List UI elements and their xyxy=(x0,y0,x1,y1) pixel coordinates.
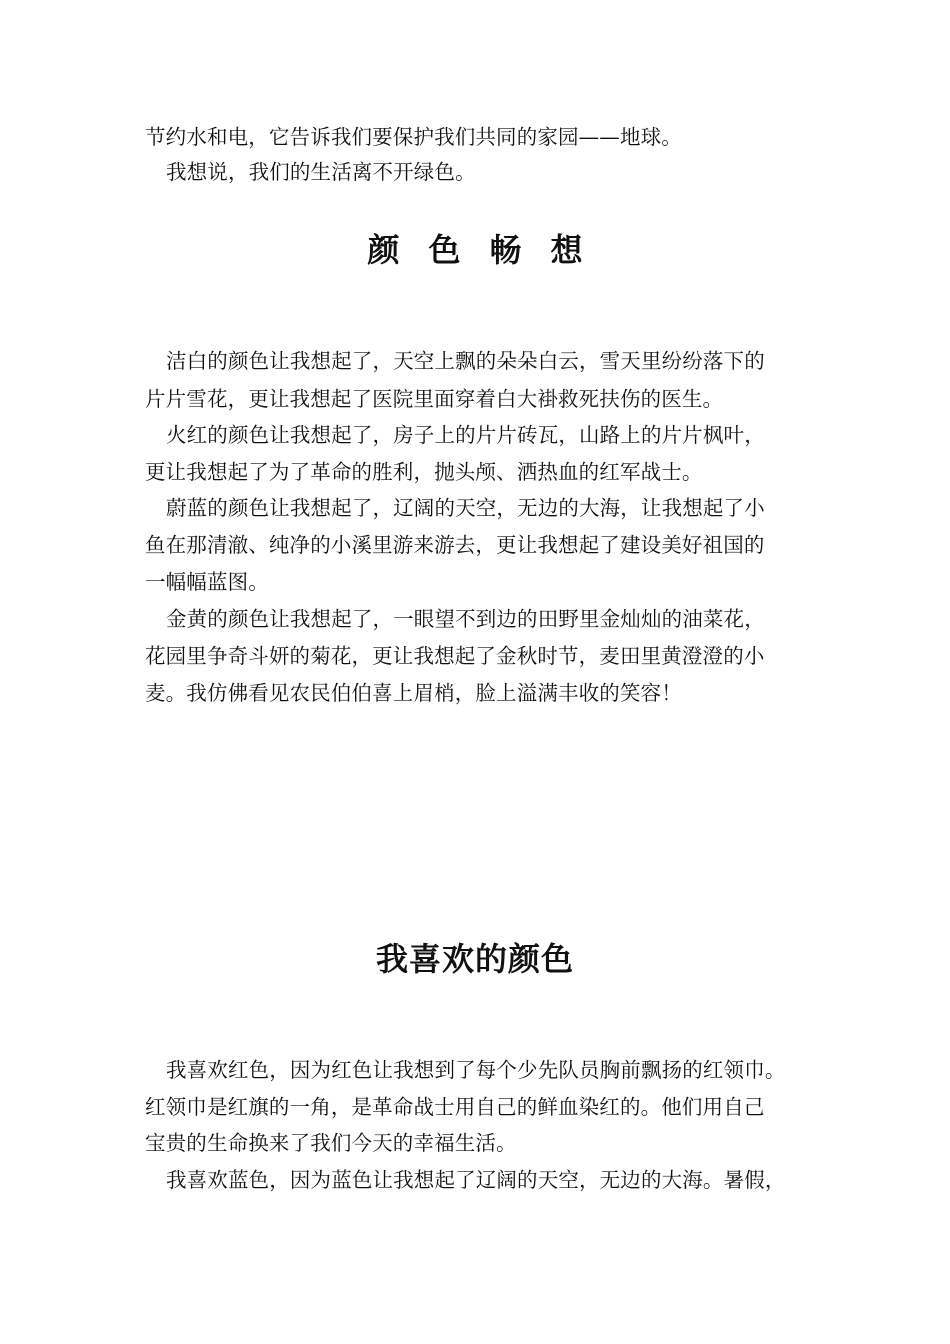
paragraph-line: 花园里争奇斗妍的菊花，更让我想起了金秋时节，麦田里黄澄澄的小 xyxy=(145,644,765,668)
paragraph-line: 我想说，我们的生活离不开绿色。 xyxy=(166,160,476,184)
paragraph-line: 火红的颜色让我想起了，房子上的片片砖瓦，山路上的片片枫叶， xyxy=(166,423,765,447)
paragraph-line: 红领巾是红旗的一角，是革命战士用自己的鲜血染红的。他们用自己 xyxy=(145,1095,765,1119)
paragraph-line: 我喜欢蓝色，因为蓝色让我想起了辽阔的天空，无边的大海。暑假， xyxy=(166,1168,786,1192)
paragraph-line: 更让我想起了为了革命的胜利，抛头颅、洒热血的红军战士。 xyxy=(145,460,703,484)
paragraph-line: 麦。我仿佛看见农民伯伯喜上眉梢，脸上溢满丰收的笑容！ xyxy=(145,681,682,705)
paragraph-line: 节约水和电，它告诉我们要保护我们共同的家园——地球。 xyxy=(145,125,682,149)
essay-title: 颜色畅想 xyxy=(367,231,612,269)
paragraph-line: 鱼在那清澈、纯净的小溪里游来游去，更让我想起了建设美好祖国的 xyxy=(145,533,765,557)
paragraph-line: 宝贵的生命换来了我们今天的幸福生活。 xyxy=(145,1131,517,1155)
paragraph-line: 我喜欢红色，因为红色让我想到了每个少先队员胸前飘扬的红领巾。 xyxy=(166,1058,786,1082)
paragraph-line: 片片雪花，更让我想起了医院里面穿着白大褂救死扶伤的医生。 xyxy=(145,387,724,411)
paragraph-line: 洁白的颜色让我想起了，天空上飘的朵朵白云，雪天里纷纷落下的 xyxy=(166,349,765,373)
paragraph-line: 蔚蓝的颜色让我想起了，辽阔的天空，无边的大海，让我想起了小 xyxy=(166,496,765,520)
essay-title: 我喜欢的颜色 xyxy=(375,940,574,978)
paragraph-line: 一幅幅蓝图。 xyxy=(145,570,269,594)
paragraph-line: 金黄的颜色让我想起了，一眼望不到边的田野里金灿灿的油菜花， xyxy=(166,607,765,631)
